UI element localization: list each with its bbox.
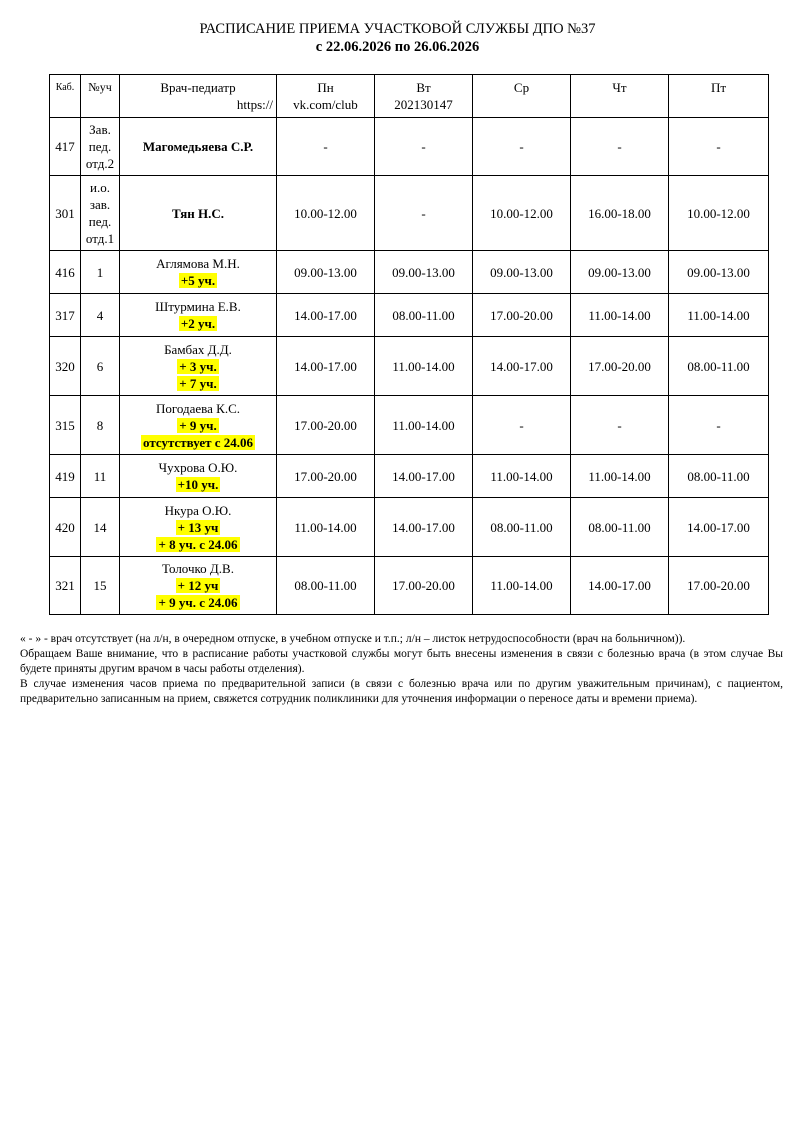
cell-doctor	[120, 251, 277, 294]
cell-tue: 11.00-14.00	[375, 337, 473, 396]
footer-note-rescheduling: В случае изменения часов приема по предварительной записи (в связи с болезнью врача или по другим уважительным причинам), с пациентом, предварительно записанным на прием, свяжется сотрудник поликлиники для уточнения информации о переносе даты и времени приема).	[20, 678, 783, 705]
cell-kab: 320	[50, 337, 81, 396]
doctor-note-line	[120, 476, 276, 493]
cell-wed: 11.00-14.00	[473, 557, 571, 615]
cell-doctor	[120, 557, 277, 615]
cell-kab: 419	[50, 455, 81, 498]
cell-doctor	[120, 498, 277, 557]
title-line: РАСПИСАНИЕ ПРИЕМА УЧАСТКОВОЙ СЛУЖБЫ ДПО №37	[199, 21, 596, 37]
doctor-note-line	[120, 434, 276, 451]
doctor-note-line	[120, 375, 276, 392]
doctor-note: + 9 уч. с 24.06	[158, 595, 238, 610]
cell-fri: 08.00-11.00	[669, 337, 769, 396]
cell-wed: 14.00-17.00	[473, 337, 571, 396]
cell-uch: 14	[81, 498, 120, 557]
cell-tue: -	[375, 118, 473, 176]
cell-kab: 416	[50, 251, 81, 294]
cell-uch: и.о. зав. пед. отд.1	[81, 176, 120, 251]
cell-doctor	[120, 396, 277, 455]
doctor-note: + 9 уч.	[179, 417, 217, 433]
doctor-note: + 8 уч. с 24.06	[158, 536, 238, 552]
cell-fri: 17.00-20.00	[669, 557, 769, 615]
table-row	[50, 337, 769, 396]
cell-wed: 09.00-13.00	[473, 251, 571, 294]
cell-uch: Зав. пед. отд.2	[81, 118, 120, 176]
cell-uch: 1	[81, 251, 120, 294]
cell-doctor	[120, 294, 277, 337]
cell-mon: 08.00-11.00	[277, 557, 375, 615]
cell-mon: 11.00-14.00	[277, 498, 375, 557]
col-header-kab: Каб.	[50, 75, 81, 118]
cell-wed: -	[473, 396, 571, 455]
schedule-table	[49, 74, 769, 615]
cell-fri: -	[669, 396, 769, 455]
doctor-name: Чухрова О.Ю.	[158, 460, 238, 475]
cell-kab: 420	[50, 498, 81, 557]
col-header-thu: Чт	[571, 75, 669, 118]
cell-wed: 08.00-11.00	[473, 498, 571, 557]
doctor-note: +10 уч.	[177, 477, 219, 492]
doctor-note-line	[120, 519, 276, 536]
doctor-name: Толочко Д.В.	[162, 561, 234, 576]
cell-mon: 14.00-17.00	[277, 337, 375, 396]
cell-doctor	[120, 118, 277, 176]
date-range: с 22.06.2026 по 26.06.2026	[315, 39, 480, 55]
table-row	[50, 557, 769, 615]
cell-wed: 10.00-12.00	[473, 176, 571, 251]
cell-thu: -	[571, 118, 669, 176]
cell-thu: 14.00-17.00	[571, 557, 669, 615]
doctor-note: отсутствует с 24.06	[142, 434, 254, 450]
col-header-wed: Ср	[473, 75, 571, 118]
cell-wed: -	[473, 118, 571, 176]
table-row	[50, 118, 769, 176]
cell-uch: 11	[81, 455, 120, 498]
doctor-header-link: https://	[236, 97, 273, 112]
cell-kab: 321	[50, 557, 81, 615]
col-header-uch: №уч	[81, 75, 120, 118]
cell-thu: 16.00-18.00	[571, 176, 669, 251]
cell-fri: -	[669, 118, 769, 176]
doctor-header-label: Врач-педиатр	[160, 80, 236, 95]
cell-doctor	[120, 176, 277, 251]
cell-mon: -	[277, 118, 375, 176]
cell-uch: 6	[81, 337, 120, 396]
doctor-name: Погодаева К.С.	[155, 400, 240, 416]
col-header-doctor	[120, 75, 277, 118]
doctor-note-line	[120, 315, 276, 332]
cell-thu: 08.00-11.00	[571, 498, 669, 557]
cell-kab: 317	[50, 294, 81, 337]
doctor-note-line	[120, 358, 276, 375]
doctor-name: Тян Н.С.	[172, 205, 224, 221]
cell-fri: 10.00-12.00	[669, 176, 769, 251]
cell-kab: 417	[50, 118, 81, 176]
schedule-rows	[50, 118, 769, 615]
col-header-mon	[277, 75, 375, 118]
doctor-note: + 13 уч	[177, 519, 219, 535]
cell-wed: 17.00-20.00	[473, 294, 571, 337]
col-header-fri: Пт	[669, 75, 769, 118]
mon-sub: vk.com/club	[293, 97, 358, 112]
cell-uch: 8	[81, 396, 120, 455]
doctor-name: Аглямова М.Н.	[156, 256, 240, 271]
doctor-name: Бамбах Д.Д.	[164, 341, 232, 357]
cell-tue: -	[375, 176, 473, 251]
header-row	[50, 75, 769, 118]
mon-label: Пн	[317, 80, 334, 95]
table-row	[50, 455, 769, 498]
footer-note-absent: « - » - врач отсутствует (на л/н, в очередном отпуске, в учебном отпуске и т.п.; л/н – листок нетрудоспособности (врач на больничном)).	[20, 633, 686, 645]
doctor-note: + 3 уч.	[179, 358, 217, 374]
doctor-note-line	[120, 577, 276, 594]
cell-thu: 17.00-20.00	[571, 337, 669, 396]
cell-thu: 11.00-14.00	[571, 455, 669, 498]
doctor-note-line	[120, 536, 276, 553]
cell-fri: 09.00-13.00	[669, 251, 769, 294]
table-row	[50, 498, 769, 557]
cell-uch: 4	[81, 294, 120, 337]
cell-uch: 15	[81, 557, 120, 615]
doctor-note: + 7 уч.	[179, 375, 217, 391]
cell-mon: 17.00-20.00	[277, 455, 375, 498]
footer-note-changes: Обращаем Ваше внимание, что в расписание работы участковой службы могут быть внесены изменения в связи с болезнью врача (в этом случае Вы будете приняты другим врачом в часы работы отделения).	[20, 648, 783, 675]
table-row	[50, 251, 769, 294]
doctor-note-line	[120, 272, 276, 289]
cell-fri: 11.00-14.00	[669, 294, 769, 337]
cell-thu: 09.00-13.00	[571, 251, 669, 294]
doctor-note: +5 уч.	[180, 273, 216, 288]
cell-doctor	[120, 455, 277, 498]
doctor-note-line	[120, 417, 276, 434]
cell-tue: 11.00-14.00	[375, 396, 473, 455]
cell-thu: -	[571, 396, 669, 455]
cell-tue: 14.00-17.00	[375, 498, 473, 557]
table-row	[50, 176, 769, 251]
col-header-tue	[375, 75, 473, 118]
cell-tue: 09.00-13.00	[375, 251, 473, 294]
table-row	[50, 294, 769, 337]
cell-tue: 08.00-11.00	[375, 294, 473, 337]
cell-fri: 14.00-17.00	[669, 498, 769, 557]
doctor-name: Нкура О.Ю.	[164, 502, 232, 518]
document-title	[0, 20, 795, 56]
doctor-note: + 12 уч	[177, 578, 219, 593]
cell-doctor	[120, 337, 277, 396]
cell-thu: 11.00-14.00	[571, 294, 669, 337]
doctor-name: Магомедьяева С.Р.	[142, 139, 254, 154]
doctor-name: Штурмина Е.В.	[155, 299, 241, 314]
cell-mon: 14.00-17.00	[277, 294, 375, 337]
cell-fri: 08.00-11.00	[669, 455, 769, 498]
cell-tue: 17.00-20.00	[375, 557, 473, 615]
doctor-note-line	[120, 594, 276, 611]
cell-wed: 11.00-14.00	[473, 455, 571, 498]
cell-mon: 17.00-20.00	[277, 396, 375, 455]
cell-kab: 315	[50, 396, 81, 455]
tue-sub: 202130147	[394, 97, 453, 112]
cell-mon: 10.00-12.00	[277, 176, 375, 251]
cell-mon: 09.00-13.00	[277, 251, 375, 294]
cell-kab: 301	[50, 176, 81, 251]
tue-label: Вт	[416, 80, 431, 95]
footer-notes	[20, 632, 783, 707]
doctor-note: +2 уч.	[180, 316, 216, 331]
cell-tue: 14.00-17.00	[375, 455, 473, 498]
table-row	[50, 396, 769, 455]
